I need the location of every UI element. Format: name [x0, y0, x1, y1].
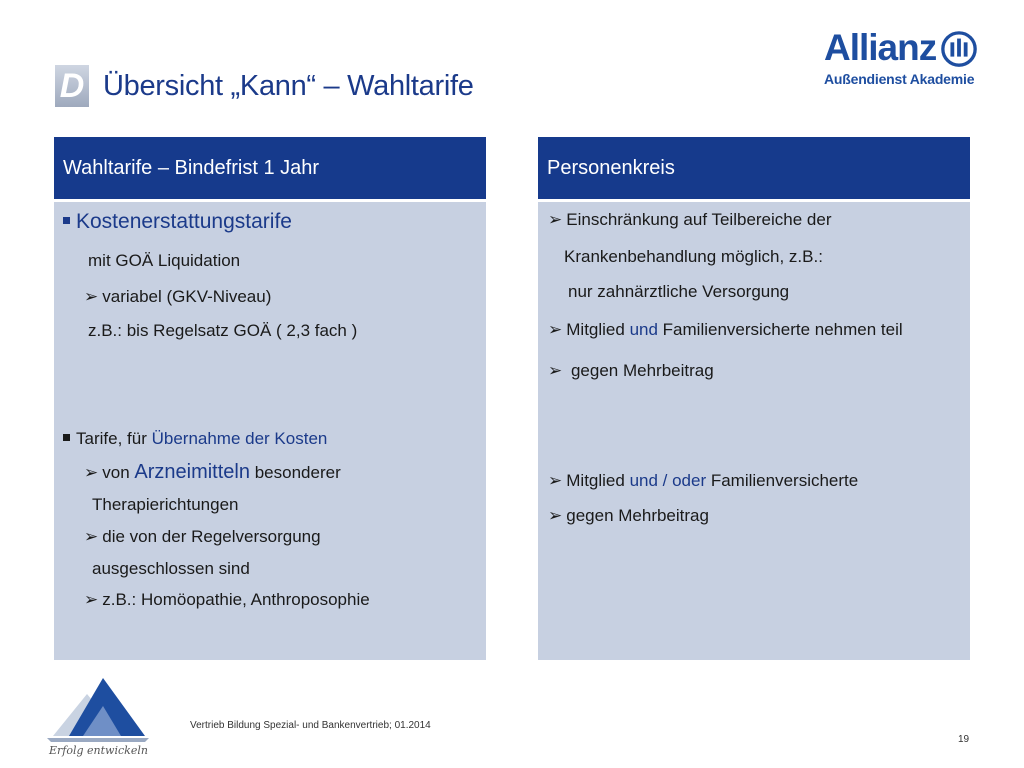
list-item: Therapierichtungen: [92, 495, 239, 514]
list-item: ➢ gegen Mehrbeitrag: [548, 506, 709, 525]
list-item: ➢ die von der Regelversorgung: [84, 527, 321, 546]
arrow-bullet-icon: ➢: [84, 287, 99, 306]
list-item: ➢ variabel (GKV-Niveau): [84, 287, 272, 306]
mountain-logo: [45, 672, 155, 758]
allianz-eagle-icon: [940, 30, 978, 68]
tariff-panel-heading: Wahltarife – Bindefrist 1 Jahr: [54, 137, 486, 202]
list-item: z.B.: bis Regelsatz GOÄ ( 2,3 fach ): [88, 321, 358, 340]
list-item: ➢ von Arzneimitteln besonderer: [84, 461, 341, 483]
arrow-bullet-icon: ➢: [548, 210, 563, 229]
list-item: ausgeschlossen sind: [92, 559, 250, 578]
list-item: Krankenbehandlung möglich, z.B.:: [564, 247, 823, 266]
list-item: nur zahnärztliche Versorgung: [568, 282, 790, 301]
list-item: Kostenerstattungstarife: [63, 210, 292, 234]
list-item: ➢ z.B.: Homöopathie, Anthroposophie: [84, 590, 370, 609]
footer-slogan: Erfolg entwickeln: [49, 744, 148, 757]
list-item: ➢ Mitglied und / oder Familienversicherte: [548, 471, 859, 490]
list-item: ➢ Mitglied und Familienversicherte nehmen teil: [548, 320, 903, 339]
square-bullet-icon: [63, 217, 70, 224]
list-item: ➢ gegen Mehrbeitrag: [548, 361, 714, 380]
page-title: Übersicht „Kann“ – Wahltarife: [103, 70, 474, 102]
page-number: 19: [958, 734, 970, 745]
person-group-panel: [538, 137, 970, 660]
allianz-logo: [824, 26, 976, 88]
arrow-bullet-icon: ➢: [548, 471, 563, 490]
arrow-bullet-icon: ➢: [84, 590, 99, 609]
footer-text: Vertrieb Bildung Spezial- und Bankenvertrieb; 01.2014: [190, 720, 431, 731]
arrow-bullet-icon: ➢: [548, 361, 563, 380]
arrow-bullet-icon: ➢: [548, 506, 563, 525]
arrow-bullet-icon: ➢: [548, 320, 563, 339]
logo-wordmark: Allianz: [824, 27, 937, 68]
logo-subtitle: Außendienst Akademie: [824, 71, 975, 87]
list-item: ➢ Einschränkung auf Teilbereiche der: [548, 210, 832, 229]
square-bullet-icon: [63, 434, 70, 441]
list-item: mit GOÄ Liquidation: [88, 251, 241, 270]
section-badge: D: [55, 65, 89, 107]
list-item: Tarife, für Übernahme der Kosten: [63, 429, 327, 449]
tariff-panel: [54, 137, 486, 660]
arrow-bullet-icon: ➢: [84, 463, 99, 482]
arrow-bullet-icon: ➢: [84, 527, 99, 546]
person-group-panel-heading: Personenkreis: [538, 137, 970, 202]
